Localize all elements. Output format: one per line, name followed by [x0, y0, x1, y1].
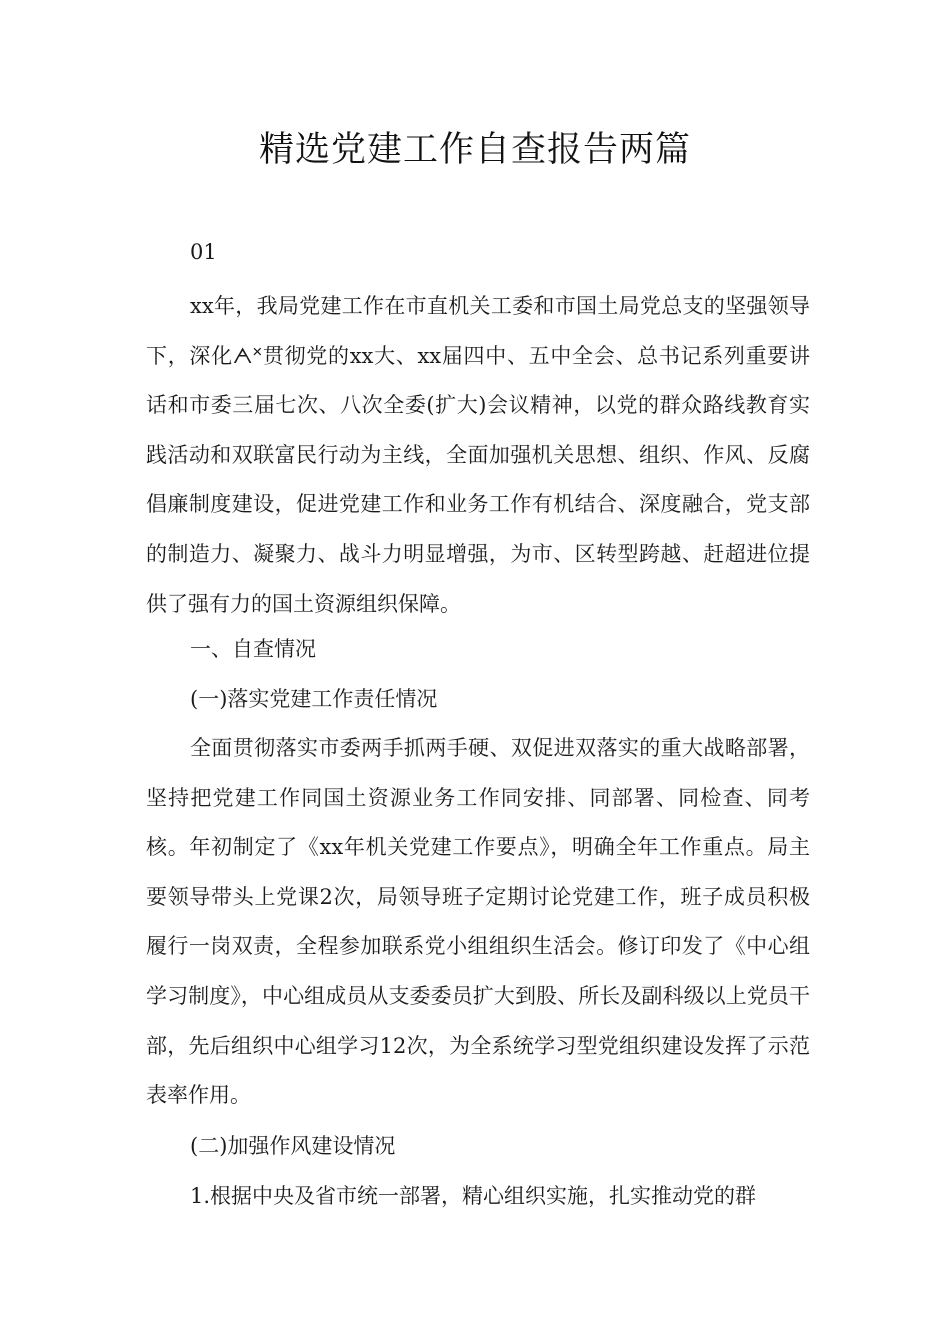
subheading-responsibility: (一)落实党建工作责任情况 [190, 687, 438, 711]
heading-self-check: 一、自查情况 [190, 637, 316, 661]
paragraph-intro: xx年，我局党建工作在市直机关工委和市国土局党总支的坚强领导下，深化ᗅᕁ贯彻党的xx大、xx届四中、五中全会、总书记系列重要讲话和市委三届七次、八次全委(扩大)会议精神，以党的群众路线教育实践活动和双联富民行动为主线，全面加强机关思想、组织、作风、反腐倡廉制度建设，促进党建工作和业务工作有机结合、深度融合，党支部的制造力、凝聚力、战斗力明显增强，为市、区转型跨越、赶超进位提供了强有力的国土资源组织保障。 [146, 294, 810, 616]
document-title: 精选党建工作自查报告两篇 [258, 130, 691, 170]
paragraph-responsibility: 全面贯彻落实市委两手抓两手硬、双促进双落实的重大战略部署，坚持把党建工作同国土资源业务工作同安排、同部署、同检查、同考核。年初制定了《xx年机关党建工作要点》，明确全年工作重点。局主要领导带头上党课2次，局领导班子定期讨论党建工作，班子成员积极履行一岗双责，全程参加联系党小组组织生活会。修订印发了《中心组学习制度》，中心组成员从支委委员扩大到股、所长及副科级以上党员干部，先后组织中心组学习12次，为全系统学习型党组织建设发挥了示范表率作用。 [146, 736, 810, 1108]
paragraph-work-style-start: 1.根据中央及省市统一部署，精心组织实施，扎实推动党的群 [190, 1184, 757, 1208]
section-number: 01 [190, 240, 217, 264]
subheading-work-style: (二)加强作风建设情况 [190, 1134, 396, 1158]
